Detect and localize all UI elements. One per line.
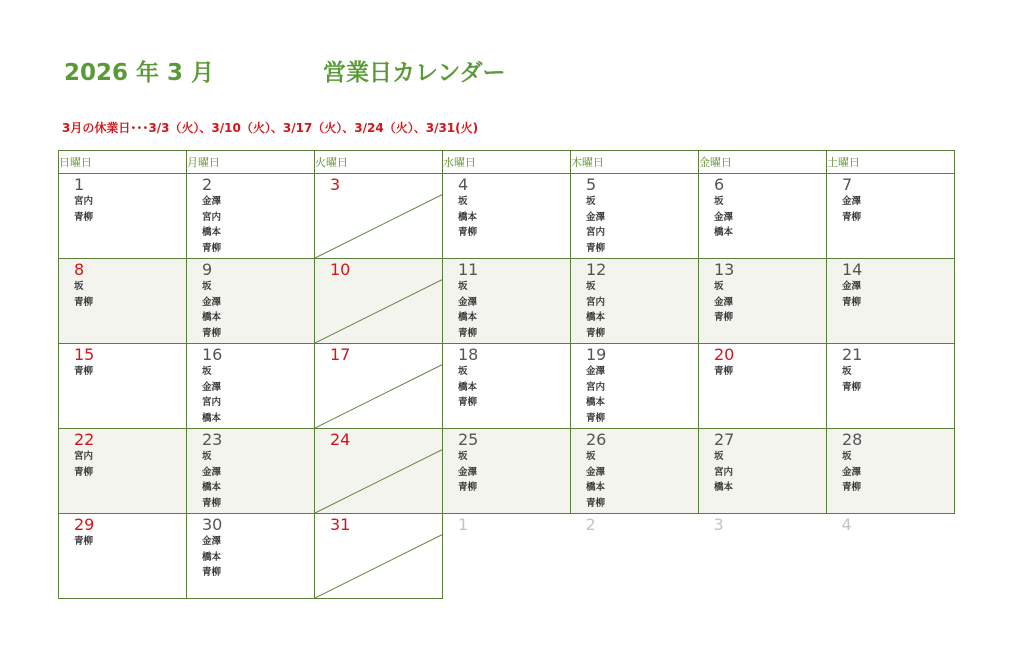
- staff-name: 青柳: [842, 296, 862, 308]
- staff-name: 青柳: [202, 242, 222, 254]
- day-cell: [827, 344, 955, 429]
- staff-name: 青柳: [74, 366, 94, 377]
- staff-name: 坂: [586, 196, 596, 207]
- day-number: 15: [74, 345, 95, 364]
- day-cell-closed: [315, 174, 443, 259]
- staff-name: 金澤: [586, 211, 606, 223]
- day-cell: [699, 429, 827, 514]
- weekday-header: 水曜日: [443, 151, 571, 174]
- staff-list: [187, 449, 314, 511]
- calendar-title: 営業日カレンダー: [323, 60, 506, 86]
- day-number: 24: [330, 430, 351, 449]
- staff-name: 橋本: [586, 397, 606, 408]
- staff-name: 橋本: [202, 551, 222, 563]
- holiday-note: 3月の休業日･･･3/3（火）、3/10（火）、3/17（火）、3/24（火）、3/31(火): [62, 121, 479, 135]
- day-cell: [59, 259, 187, 344]
- staff-name: 坂: [842, 366, 852, 377]
- staff-list: [827, 194, 954, 225]
- staff-list: [827, 364, 954, 395]
- day-number: 4: [458, 175, 469, 194]
- staff-name: 青柳: [458, 227, 478, 238]
- staff-list: [187, 534, 314, 581]
- staff-name: 金澤: [842, 281, 862, 292]
- staff-list: [827, 279, 954, 310]
- week-row: [59, 344, 955, 429]
- staff-list: [443, 364, 570, 411]
- staff-list: [187, 364, 314, 426]
- staff-name: 宮内: [202, 211, 222, 223]
- staff-name: 橋本: [458, 381, 478, 393]
- staff-name: 坂: [202, 281, 212, 292]
- staff-name: 坂: [202, 451, 212, 462]
- staff-name: 青柳: [458, 397, 478, 408]
- staff-name: 橋本: [458, 312, 478, 323]
- staff-name: 坂: [586, 451, 596, 462]
- day-cell-next-month: [571, 514, 699, 599]
- day-cell-closed: [315, 429, 443, 514]
- staff-name: 金澤: [842, 196, 862, 207]
- staff-name: 金澤: [202, 536, 222, 547]
- week-row: [59, 174, 955, 259]
- day-cell: [443, 259, 571, 344]
- staff-name: 青柳: [842, 482, 862, 493]
- staff-name: 青柳: [202, 497, 222, 509]
- staff-name: 青柳: [458, 327, 478, 339]
- staff-list: [443, 279, 570, 341]
- day-cell-next-month: [699, 514, 827, 599]
- staff-list: [59, 534, 186, 550]
- day-number: 2: [585, 515, 596, 534]
- staff-name: 宮内: [74, 451, 94, 462]
- staff-name: 金澤: [202, 296, 222, 308]
- day-cell: [187, 429, 315, 514]
- staff-list: [59, 449, 186, 480]
- staff-name: 青柳: [74, 466, 94, 478]
- staff-name: 橋本: [202, 227, 222, 238]
- day-number: 22: [74, 430, 95, 449]
- day-cell: [571, 259, 699, 344]
- staff-name: 坂: [458, 281, 468, 292]
- day-cell-next-month: [443, 514, 571, 599]
- staff-name: 金澤: [202, 381, 222, 393]
- staff-name: 坂: [842, 451, 852, 462]
- closed-day-slash-line: [315, 450, 442, 513]
- day-cell: [187, 259, 315, 344]
- day-number: 4: [841, 515, 852, 534]
- day-cell: [827, 174, 955, 259]
- staff-name: 坂: [714, 196, 724, 207]
- day-number: 18: [458, 345, 479, 364]
- day-cell: [699, 174, 827, 259]
- day-number: 14: [842, 260, 863, 279]
- staff-name: 青柳: [74, 211, 94, 223]
- staff-name: 青柳: [586, 242, 606, 254]
- staff-name: 青柳: [586, 327, 606, 339]
- week-row: [59, 514, 955, 599]
- month-title: 2026 年 3 月: [64, 60, 215, 86]
- staff-list: [571, 279, 698, 341]
- day-cell: [827, 259, 955, 344]
- day-cell: [59, 514, 187, 599]
- day-cell: [59, 429, 187, 514]
- day-number: 28: [842, 430, 863, 449]
- staff-name: 金澤: [714, 211, 734, 223]
- day-number: 12: [586, 260, 607, 279]
- week-row: [59, 259, 955, 344]
- day-cell: [443, 344, 571, 429]
- day-number: 3: [713, 515, 724, 534]
- staff-name: 青柳: [714, 312, 734, 323]
- day-number: 17: [330, 345, 351, 364]
- staff-list: [59, 364, 186, 380]
- staff-name: 橋本: [202, 412, 222, 424]
- staff-name: 青柳: [74, 296, 94, 308]
- day-number: 3: [330, 175, 341, 194]
- staff-name: 金澤: [586, 466, 606, 478]
- day-number: 23: [202, 430, 223, 449]
- day-number: 13: [714, 260, 735, 279]
- day-number: 5: [586, 175, 597, 194]
- staff-list: [443, 449, 570, 496]
- staff-name: 青柳: [586, 497, 606, 509]
- staff-name: 宮内: [714, 466, 734, 478]
- staff-list: [571, 194, 698, 256]
- staff-list: [699, 194, 826, 241]
- staff-name: 青柳: [458, 482, 478, 493]
- staff-list: [699, 449, 826, 496]
- staff-name: 橋本: [202, 482, 222, 493]
- day-number: 19: [586, 345, 607, 364]
- weekday-header: 月曜日: [187, 151, 315, 174]
- staff-name: 青柳: [586, 412, 606, 424]
- staff-name: 橋本: [586, 482, 606, 493]
- day-cell: [187, 174, 315, 259]
- day-number: 25: [458, 430, 479, 449]
- day-number: 6: [714, 175, 725, 194]
- day-cell: [443, 429, 571, 514]
- weekday-header: 金曜日: [699, 151, 827, 174]
- day-number: 16: [202, 345, 223, 364]
- staff-name: 宮内: [586, 381, 606, 393]
- staff-name: 坂: [202, 366, 212, 377]
- staff-list: [827, 449, 954, 496]
- weekday-header: 木曜日: [571, 151, 699, 174]
- staff-list: [571, 364, 698, 426]
- closed-day-slash-line: [315, 195, 442, 258]
- staff-name: 宮内: [74, 196, 94, 207]
- day-cell: [571, 429, 699, 514]
- day-cell-closed: [315, 259, 443, 344]
- staff-name: 青柳: [74, 536, 94, 547]
- day-number: 7: [842, 175, 853, 194]
- day-number: 26: [586, 430, 607, 449]
- staff-name: 青柳: [202, 567, 222, 578]
- day-number: 29: [74, 515, 95, 534]
- day-number: 10: [330, 260, 351, 279]
- staff-list: [59, 194, 186, 225]
- staff-list: [59, 279, 186, 310]
- day-number: 31: [330, 515, 351, 534]
- staff-list: [699, 364, 826, 380]
- staff-list: [571, 449, 698, 511]
- day-cell: [443, 174, 571, 259]
- day-cell: [571, 174, 699, 259]
- staff-name: 青柳: [842, 211, 862, 223]
- staff-name: 坂: [74, 281, 84, 292]
- day-cell-next-month: [827, 514, 955, 599]
- staff-name: 坂: [714, 281, 724, 292]
- closed-day-slash-line: [315, 535, 442, 598]
- day-cell-closed: [315, 514, 443, 599]
- day-number: 9: [202, 260, 213, 279]
- staff-name: 宮内: [202, 397, 222, 408]
- weekday-header: 日曜日: [59, 151, 187, 174]
- staff-name: 橋本: [458, 211, 478, 223]
- staff-name: 坂: [458, 451, 468, 462]
- staff-name: 金澤: [714, 296, 734, 308]
- day-number: 20: [714, 345, 735, 364]
- closed-day-slash-line: [315, 365, 442, 428]
- day-number: 30: [202, 515, 223, 534]
- day-cell: [699, 344, 827, 429]
- calendar-grid: [58, 150, 955, 599]
- day-cell: [571, 344, 699, 429]
- day-number: 11: [458, 260, 479, 279]
- day-cell: [699, 259, 827, 344]
- day-cell: [827, 429, 955, 514]
- staff-name: 金澤: [202, 196, 222, 207]
- day-number: 21: [842, 345, 863, 364]
- day-cell: [187, 514, 315, 599]
- staff-list: [187, 194, 314, 256]
- weekday-header-row: [59, 151, 955, 174]
- staff-name: 青柳: [714, 366, 734, 377]
- day-number: 27: [714, 430, 735, 449]
- staff-name: 橋本: [202, 312, 222, 323]
- staff-list: [443, 194, 570, 241]
- staff-name: 橋本: [714, 482, 734, 493]
- staff-name: 坂: [458, 366, 468, 377]
- weekday-header: 土曜日: [827, 151, 955, 174]
- day-number: 2: [202, 175, 213, 194]
- day-cell: [59, 344, 187, 429]
- staff-name: 金澤: [458, 296, 478, 308]
- closed-day-slash-line: [315, 280, 442, 343]
- staff-name: 坂: [458, 196, 468, 207]
- staff-name: 青柳: [202, 327, 222, 339]
- staff-name: 坂: [586, 281, 596, 292]
- day-number: 1: [74, 175, 85, 194]
- week-row: [59, 429, 955, 514]
- staff-name: 宮内: [586, 296, 606, 308]
- day-cell: [187, 344, 315, 429]
- staff-list: [699, 279, 826, 326]
- staff-name: 金澤: [842, 466, 862, 478]
- staff-name: 金澤: [202, 466, 222, 478]
- staff-name: 橋本: [586, 312, 606, 323]
- staff-name: 金澤: [458, 466, 478, 478]
- day-cell: [59, 174, 187, 259]
- staff-name: 橋本: [714, 227, 734, 238]
- day-cell-closed: [315, 344, 443, 429]
- weekday-header: 火曜日: [315, 151, 443, 174]
- staff-name: 宮内: [586, 227, 606, 238]
- staff-name: 坂: [714, 451, 724, 462]
- day-number: 1: [458, 515, 469, 534]
- staff-name: 青柳: [842, 381, 862, 393]
- day-number: 8: [74, 260, 85, 279]
- staff-name: 金澤: [586, 366, 606, 377]
- staff-list: [187, 279, 314, 341]
